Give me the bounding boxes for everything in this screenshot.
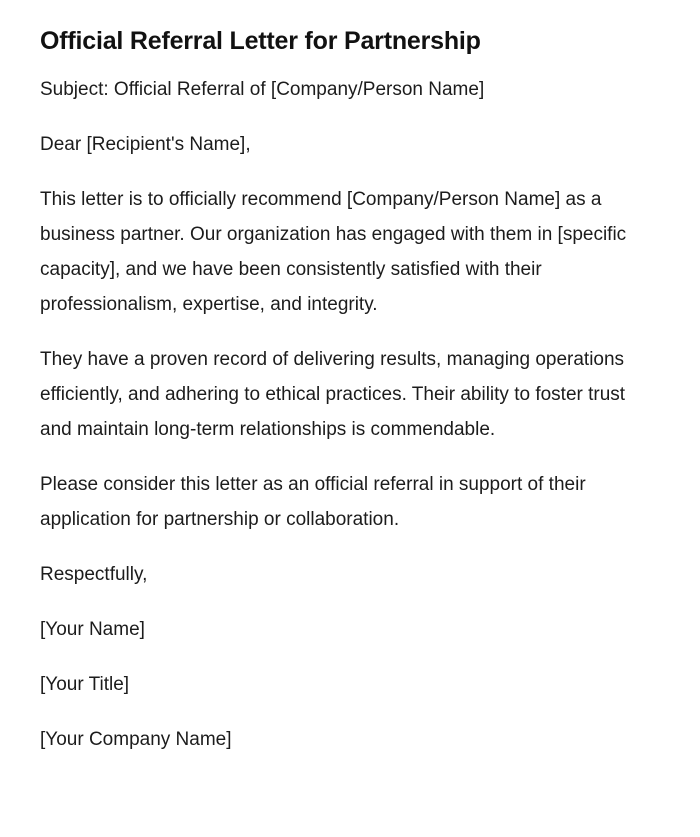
signature-title: [Your Title] (40, 674, 130, 695)
signature-company: [Your Company Name] (40, 729, 232, 750)
closing: Respectfully, (40, 564, 148, 585)
body-paragraph-2: They have a proven record of delivering results, managing operations efficiently, and adhering to ethical practices. Their ability to foster trust and maintain long-term relationships is commendable. (40, 349, 626, 440)
page-title: Official Referral Letter for Partnership (40, 27, 481, 55)
subject-line: Subject: Official Referral of [Company/Person Name] (40, 79, 485, 100)
body-paragraph-1: This letter is to officially recommend [Company/Person Name] as a business partner. Our organization has engaged with them in [specific capacity], and we have been consistently satisfied with their professionalism, expertise, and integrity. (40, 189, 627, 315)
body-paragraph-3: Please consider this letter as an official referral in support of their application for partnership or collaboration. (40, 474, 586, 530)
signature-name: [Your Name] (40, 619, 145, 640)
salutation: Dear [Recipient's Name], (40, 134, 251, 155)
